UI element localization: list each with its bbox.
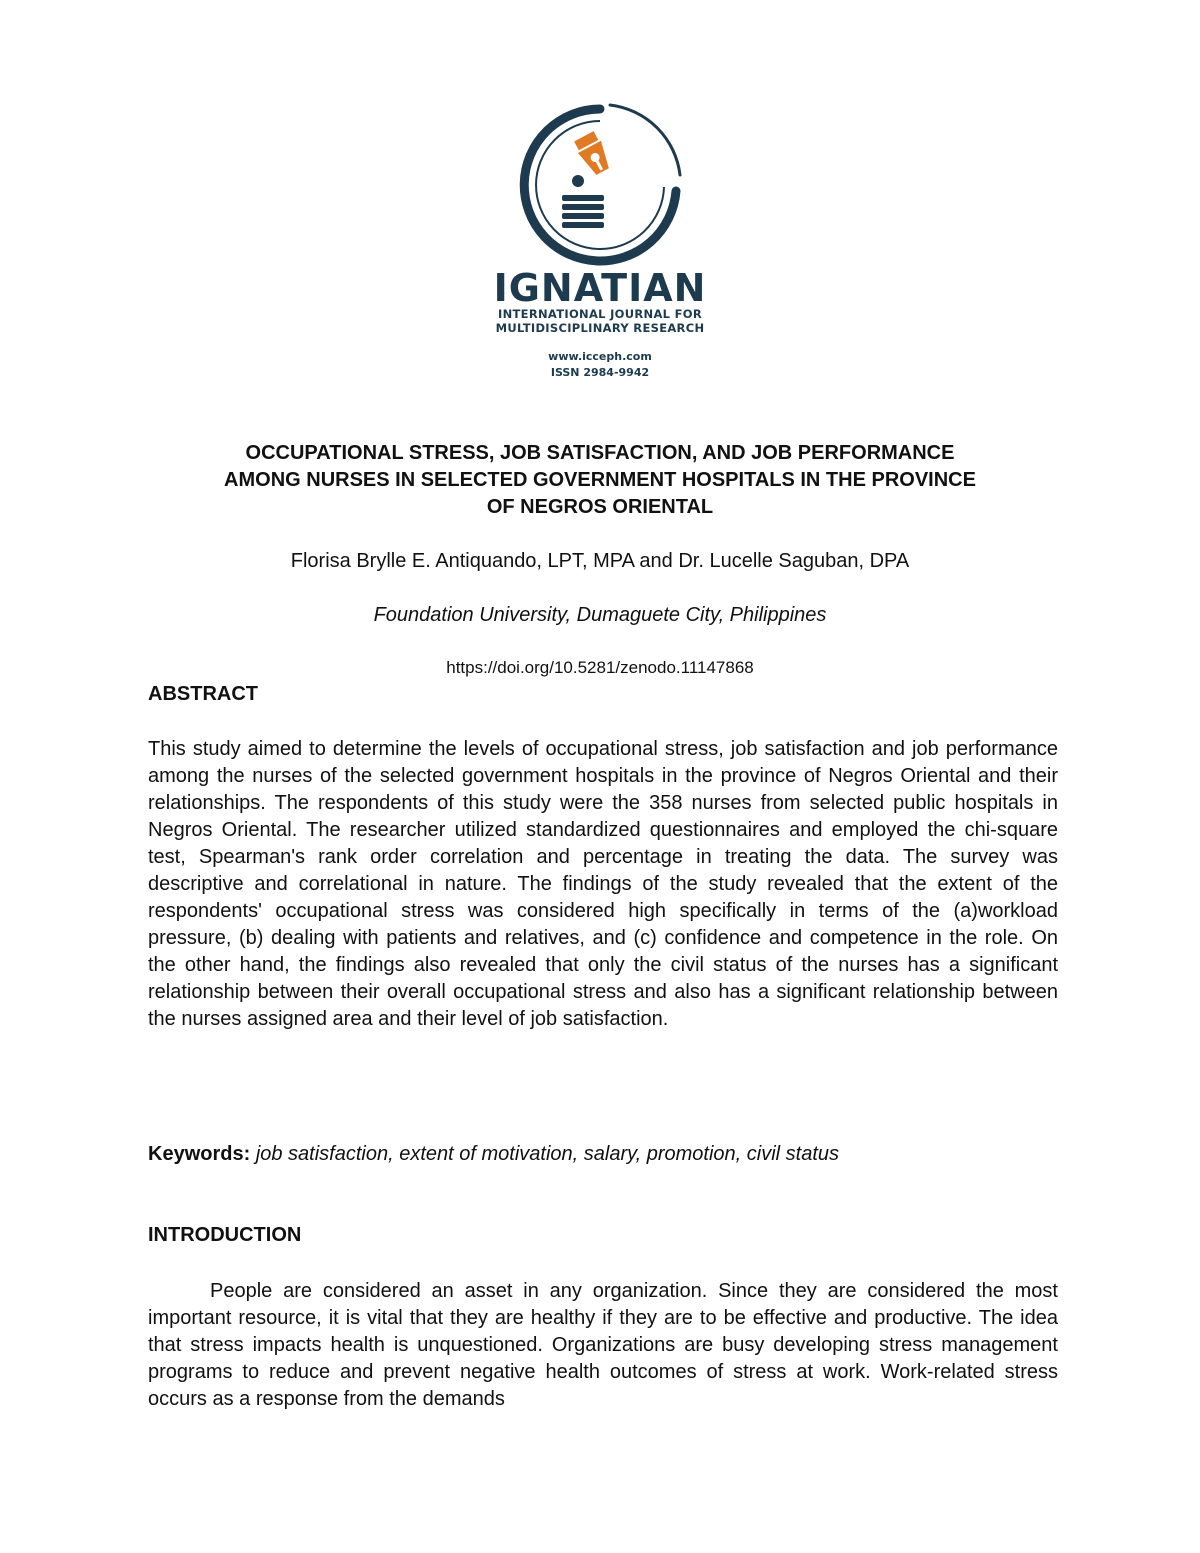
title-line-3: OF NEGROS ORIENTAL — [486, 496, 714, 518]
paper-authors: Florisa Brylle E. Antiquando, LPT, MPA and Dr. Lucelle Saguban, DPA — [290, 550, 910, 572]
journal-name: IGNATIAN — [493, 266, 707, 310]
journal-subtitle-line1: INTERNATIONAL JOURNAL FOR — [498, 307, 702, 321]
title-line-2: AMONG NURSES IN SELECTED GOVERNMENT HOSPITALS IN THE PROVINCE — [224, 469, 976, 491]
paper-affiliation: Foundation University, Dumaguete City, Philippines — [373, 604, 827, 626]
paper-doi-link[interactable]: https://doi.org/10.5281/zenodo.11147868 — [446, 658, 754, 677]
keywords-list: job satisfaction, extent of motivation, salary, promotion, civil status — [255, 1143, 840, 1165]
journal-subtitle-line2: MULTIDISCIPLINARY RESEARCH — [495, 321, 705, 335]
keywords-line — [148, 1141, 1058, 1168]
paper-title — [130, 440, 1070, 521]
introduction-text: People are considered an asset in any organization. Since they are considered the most important resource, it is vital that they are healthy if they are to be effective and productive. The idea that stress impacts health is unquestioned. Organizations are busy developing stress management programs to reduce and prevent negative health outcomes of stress at work. Work-related stress occurs as a response from the demands — [148, 1280, 1058, 1410]
journal-emblem-icon — [510, 95, 690, 275]
keywords-label: Keywords: — [148, 1143, 251, 1165]
journal-website: www.icceph.com — [548, 350, 652, 363]
introduction-heading: INTRODUCTION — [148, 1224, 302, 1246]
title-line-1: OCCUPATIONAL STRESS, JOB SATISFACTION, AND JOB PERFORMANCE — [245, 442, 955, 464]
abstract-text: This study aimed to determine the levels of occupational stress, job satisfaction and job performance among the nurses of the selected government hospitals in the province of Negros Oriental and their relationships. The respondents of this study were the 358 nurses from selected public hospitals in Negros Oriental. The researcher utilized standardized questionnaires and employed the chi-square test, Spearman's rank order correlation and percentage in treating the data. The survey was descriptive and correlational in nature. The findings of the study revealed that the extent of the respondents' occupational stress was considered high specifically in terms of the (a)workload pressure, (b) dealing with patients and relatives, and (c) confidence and competence in the role. On the other hand, the findings also revealed that only the civil status of the nurses has a significant relationship between their overall occupational stress and also has a significant relationship between the nurses assigned area and their level of job satisfaction. — [148, 738, 1058, 1030]
journal-issn: ISSN 2984-9942 — [550, 366, 650, 379]
journal-logo — [0, 95, 1200, 381]
abstract-heading: ABSTRACT — [148, 683, 258, 705]
